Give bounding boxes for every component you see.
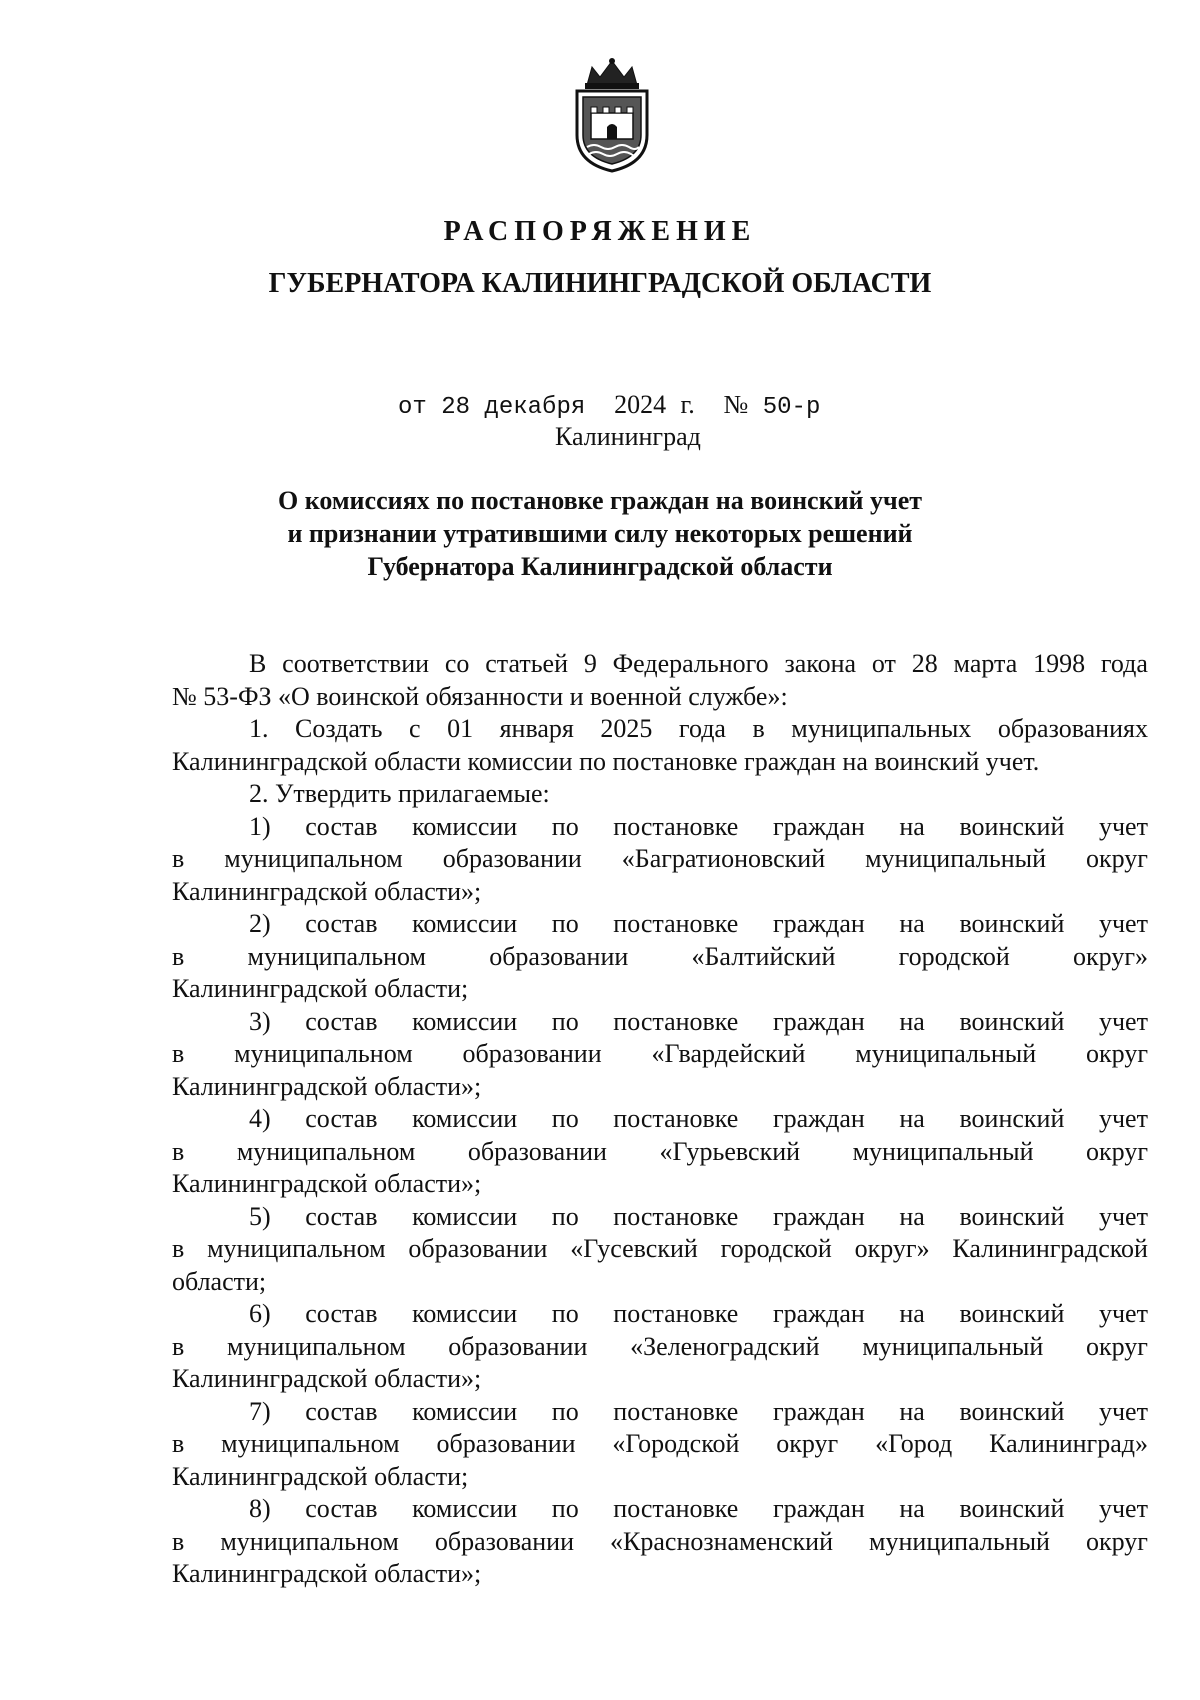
list-item	[172, 1298, 1148, 1396]
document-body	[172, 648, 1148, 1591]
list-item-line: 2) состав комиссии по постановке граждан на воинский учет	[249, 909, 1148, 938]
list-item-line: Калининградской области»;	[172, 876, 482, 906]
document-title	[0, 484, 1200, 583]
preamble-line: № 53-ФЗ «О воинской обязанности и военной службе»:	[172, 681, 788, 711]
list-item	[172, 1493, 1148, 1591]
list-item-line: 5) состав комиссии по постановке граждан на воинский учет	[249, 1201, 1148, 1231]
list-item	[172, 1201, 1148, 1299]
coat-of-arms-emblem	[567, 55, 657, 173]
list-item-line: Калининградской области»;	[172, 1169, 482, 1198]
list-item-line: в муниципальном образовании «Гусевский городской округ» Калининградской	[172, 1234, 1148, 1263]
list-item	[172, 908, 1148, 1006]
list-item	[172, 1396, 1148, 1494]
paragraph-1-line: 1. Создать с 01 января 2025 года в муниципальных образованиях	[249, 714, 1148, 743]
city: Калининград	[555, 422, 701, 451]
date-day-month: 28 декабря	[441, 394, 586, 421]
list-item-line: в муниципальном образовании «Багратионовский муниципальный округ	[172, 844, 1148, 873]
title-line: Губернатора Калининградской области	[367, 552, 833, 581]
title-line: О комиссиях по постановке граждан на воинский учет	[277, 486, 923, 515]
document-authority: ГУБЕРНАТОРА КАЛИНИНГРАДСКОЙ ОБЛАСТИ	[268, 268, 932, 299]
list-item-line: Калининградской области»;	[172, 1071, 482, 1101]
document-type: РАСПОРЯЖЕНИЕ	[443, 216, 757, 247]
date-year: 2024	[614, 390, 667, 419]
title-line: и признании утратившими силу некоторых решений	[287, 519, 913, 548]
paragraph-2: 2. Утвердить прилагаемые:	[249, 779, 550, 808]
list-item-line: в муниципальном образовании «Гвардейский муниципальный округ	[172, 1039, 1148, 1068]
list-item-line: Калининградской области»;	[172, 1364, 482, 1393]
preamble-line: В соответствии со статьей 9 Федерального закона от 28 марта 1998 года	[249, 649, 1148, 678]
list-item-line: в муниципальном образовании «Гурьевский муниципальный округ	[172, 1136, 1148, 1166]
number-label: №	[723, 390, 749, 419]
document-number: 50-р	[762, 394, 821, 421]
list-item-line: области;	[172, 1266, 267, 1296]
list-item-line: в муниципальном образовании «Зеленоградский муниципальный округ	[172, 1331, 1148, 1361]
list-item-line: 1) состав комиссии по постановке граждан на воинский учет	[249, 811, 1148, 841]
date-prefix: от	[398, 394, 427, 421]
list-item	[172, 1006, 1148, 1104]
list-item-line: 6) состав комиссии по постановке граждан на воинский учет	[249, 1299, 1148, 1328]
date-year-suffix: г.	[680, 390, 695, 419]
list-item	[172, 1103, 1148, 1201]
list-item-line: в муниципальном образовании «Краснознаменский муниципальный округ	[172, 1526, 1148, 1556]
list-item-line: в муниципальном образовании «Балтийский городской округ»	[172, 941, 1148, 971]
list-item	[172, 811, 1148, 909]
list-item-line: 7) состав комиссии по постановке граждан на воинский учет	[249, 1396, 1148, 1426]
list-item-line: 8) состав комиссии по постановке граждан на воинский учет	[249, 1494, 1148, 1523]
list-item-line: Калининградской области»;	[172, 1559, 482, 1588]
list-item-line: 4) состав комиссии по постановке граждан на воинский учет	[249, 1104, 1148, 1133]
list-item-line: в муниципальном образовании «Городской округ «Город Калининград»	[172, 1429, 1148, 1458]
list-item-line: Калининградской области;	[172, 1461, 469, 1491]
list-item-line: 3) состав комиссии по постановке граждан на воинский учет	[249, 1006, 1148, 1036]
list-item-line: Калининградской области;	[172, 974, 469, 1003]
appointment-list	[172, 811, 1148, 1591]
paragraph-1-line: Калининградской области комиссии по постановке граждан на воинский учет.	[172, 746, 1040, 776]
date-number-line	[398, 390, 820, 421]
